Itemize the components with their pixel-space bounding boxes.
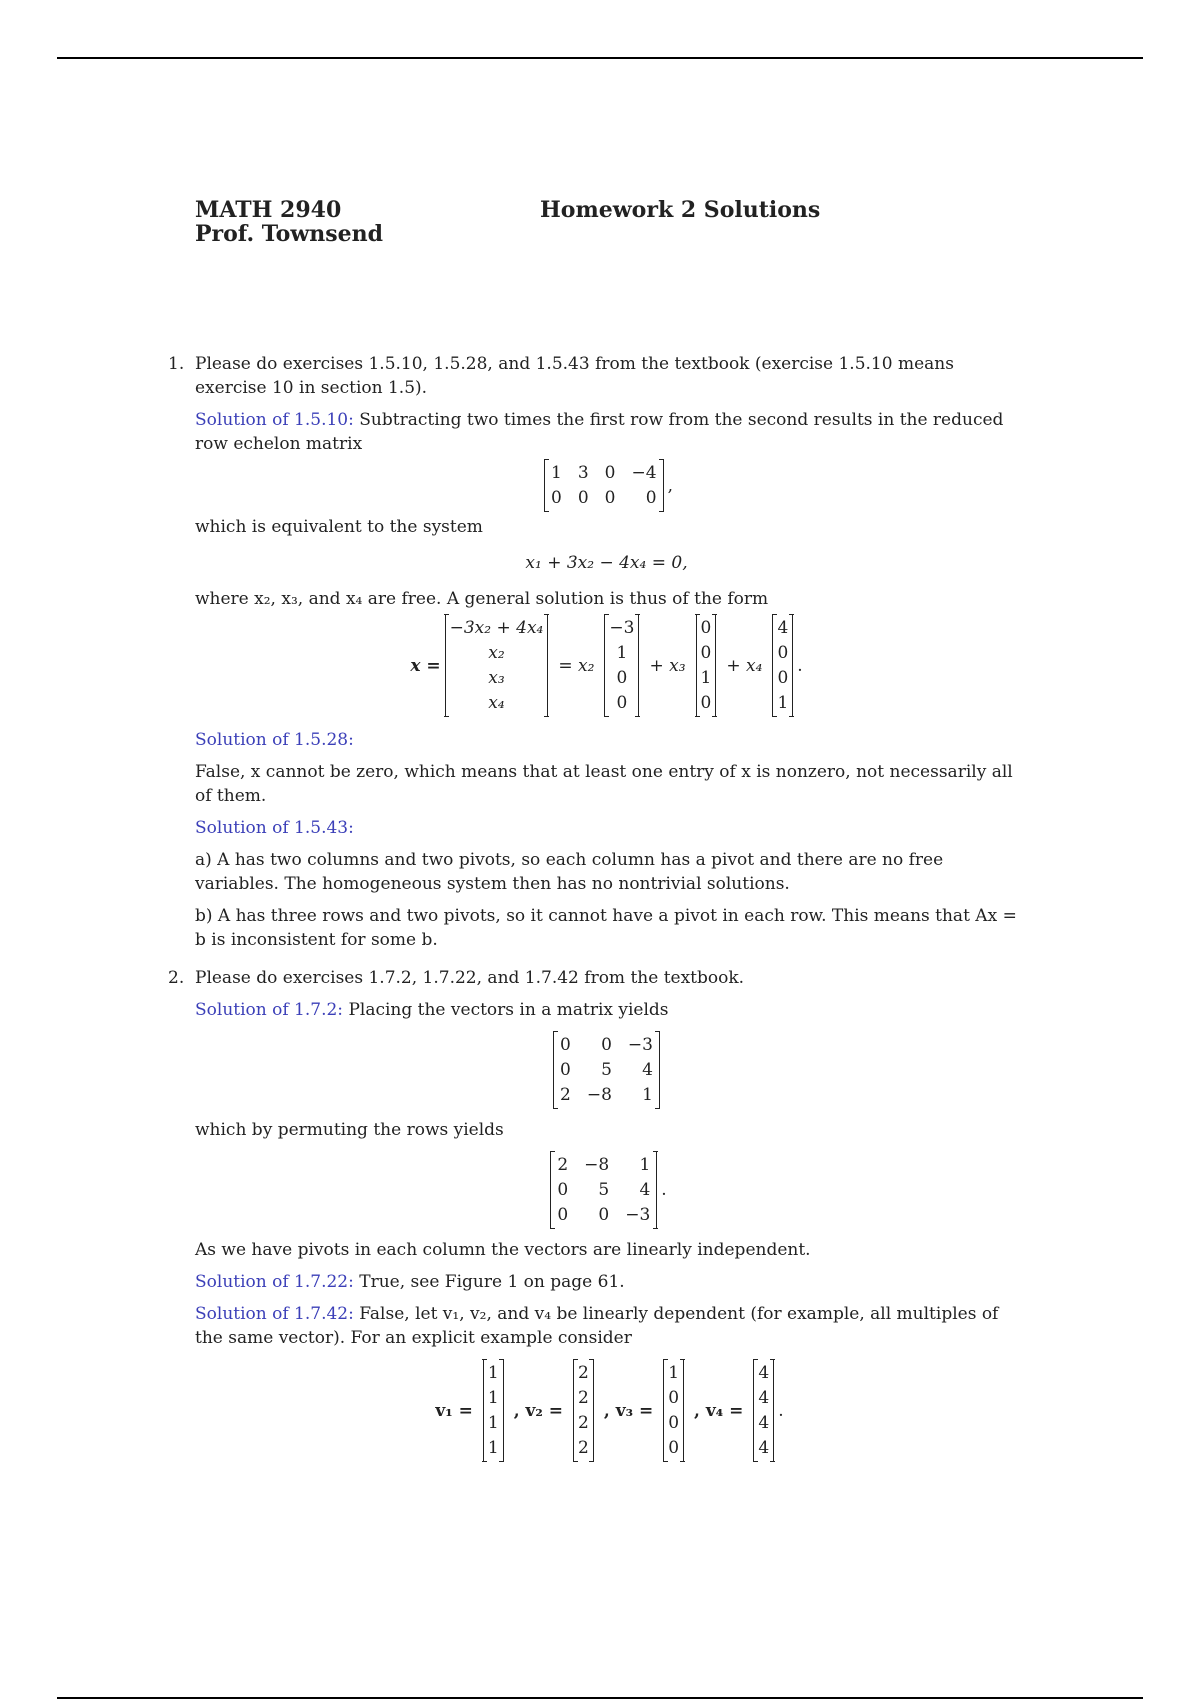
- problem-number: 1.: [168, 354, 185, 374]
- problem-number: 2.: [168, 968, 185, 988]
- document-body: [168, 352, 1018, 1471]
- free-variables-text: where x₂, x₃, and x₄ are free. A general solution is thus of the form: [195, 589, 769, 609]
- solution-1-5-43-a: a) A has two columns and two pivots, so each column has a pivot and there are no free variables. The homogeneous system then has no nontrivial solutions.: [195, 850, 944, 894]
- solution-1-5-43-label: Solution of 1.5.43:: [195, 818, 354, 838]
- solution-label: Solution of 1.7.22:: [195, 1272, 354, 1292]
- example-vectors: v₁ = 1 1 1 1 , v₂ = 2 2 2 2 , v₃ = 1 0 0 0 , v₄ = 4 4 4 4 .: [195, 1360, 1018, 1461]
- solution-1-5-43-b: b) A has three rows and two pivots, so it cannot have a pivot in each row. This means that Ax = b is inconsistent for some b.: [195, 906, 1017, 950]
- solution-1-7-42: [195, 1302, 1018, 1350]
- permute-text: which by permuting the rows yields: [195, 1120, 504, 1140]
- vector-v1: 1 1 1 1: [483, 1360, 504, 1461]
- solution-label: Solution of 1.7.2:: [195, 1000, 344, 1020]
- vector-v4: 4 4 4 4: [753, 1360, 774, 1461]
- basis-vector-3: 4 0 0 1: [772, 615, 793, 716]
- bottom-rule: [57, 1697, 1143, 1699]
- display-matrix-rref: 1 3 0 −4 0 0 0 0 ,: [195, 460, 1018, 511]
- top-rule: [57, 57, 1143, 59]
- solution-1-7-22: [195, 1270, 1018, 1294]
- document-title: Homework 2 Solutions: [540, 197, 821, 223]
- matrix-b: 2 −8 1 0 5 4 0 0 −3: [550, 1152, 657, 1228]
- professor-name: Prof. Townsend: [195, 221, 384, 247]
- display-matrix-a: [195, 1032, 1018, 1108]
- solution-1-5-28-label: Solution of 1.5.28:: [195, 730, 354, 750]
- general-vector: −3x₂ + 4x₄ x₂ x₃ x₄: [445, 615, 549, 716]
- basis-vector-1: −3 1 0 0: [604, 615, 639, 716]
- vector-v3: 1 0 0 0: [663, 1360, 684, 1461]
- problem-prompt: Please do exercises 1.5.10, 1.5.28, and 1.5.43 from the textbook (exercise 1.5.10 means exercise 10 in section 1.5).: [195, 354, 954, 398]
- display-matrix-b: 2 −8 1 0 5 4 0 0 −3 .: [195, 1152, 1018, 1228]
- matrix-a: 0 0 −3 0 5 4 2 −8 1: [553, 1032, 660, 1108]
- solution-text: True, see Figure 1 on page 61.: [359, 1272, 625, 1292]
- problem-2: [168, 966, 1018, 1461]
- system-equation: x₁ + 3x₂ − 4x₄ = 0,: [525, 553, 688, 573]
- general-solution: x = −3x₂ + 4x₄ x₂ x₃ x₄ = x₂ −3 1 0 0 + x₃ 0 0 1 0 + x₄ 4 0 0 1 .: [195, 615, 1018, 716]
- vector-v2: 2 2 2 2: [573, 1360, 594, 1461]
- solution-text: False, let v₁, v₂, and v₄ be linearly dependent (for example, all multiples of the same vector). For an explicit example consider: [195, 1304, 999, 1348]
- basis-vector-2: 0 0 1 0: [696, 615, 717, 716]
- general-x-label: x =: [410, 655, 441, 676]
- solution-text: Subtracting two times the first row from the second results in the reduced row echelon matrix: [195, 410, 1004, 454]
- solution-1-5-28-text: False, x cannot be zero, which means that at least one entry of x is nonzero, not necessarily all of them.: [195, 762, 1013, 806]
- solution-text: Placing the vectors in a matrix yields: [348, 1000, 669, 1020]
- equiv-text: which is equivalent to the system: [195, 517, 483, 537]
- pivots-text: As we have pivots in each column the vectors are linearly independent.: [195, 1240, 811, 1260]
- solution-1-7-2: [195, 998, 1018, 1022]
- course-code: MATH 2940: [195, 197, 342, 223]
- solution-label: Solution of 1.5.10:: [195, 410, 354, 430]
- matrix-rref: 1 3 0 −4 0 0 0 0: [544, 460, 664, 511]
- problem-prompt: Please do exercises 1.7.2, 1.7.22, and 1.7.42 from the textbook.: [195, 968, 745, 988]
- problem-1: [168, 352, 1018, 952]
- solution-1-5-10: [195, 408, 1018, 456]
- solution-label: Solution of 1.7.42:: [195, 1304, 354, 1324]
